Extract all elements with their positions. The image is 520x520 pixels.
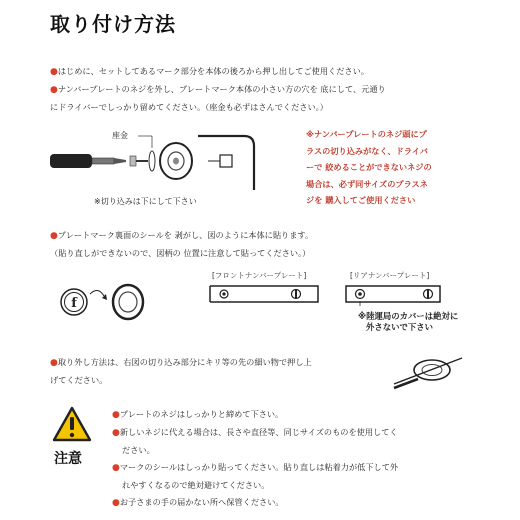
screw bbox=[130, 156, 136, 166]
remove-line-1: ●取り外し方法は、右図の切り込み部分にキリ等の先の細い物で押し上 bbox=[50, 357, 312, 368]
intro-text bbox=[50, 63, 510, 116]
bullet-dot: ● bbox=[50, 358, 58, 368]
caution-title: 注意 bbox=[54, 451, 82, 467]
washer bbox=[149, 151, 155, 171]
caution-item-2-cont: ださい。 bbox=[122, 445, 155, 455]
rear-plate-label: [リアナンバープレート] bbox=[350, 271, 430, 280]
front-plate-label: [フロントナンバープレート] bbox=[212, 271, 307, 280]
bullet-dot: ● bbox=[50, 85, 58, 95]
seal-line-2: （貼り直しができないので、図柄の 位置に注意して貼ってください。） bbox=[50, 248, 311, 258]
page-title: 取り付け方法 bbox=[50, 12, 176, 36]
seal-badge-letter: f bbox=[71, 296, 77, 311]
caution-item-2: ●新しいネジに代える場合は、長さや直径等、同じサイズのものを使用してく bbox=[112, 427, 398, 438]
screwdriver-shaft bbox=[92, 158, 114, 164]
rear-plate-note bbox=[358, 311, 458, 333]
screw-warning-note bbox=[306, 126, 506, 209]
red-note-line-2: ラスの切り込みがなく、ドライバ bbox=[306, 145, 428, 156]
cut-note: ※切り込みは下にして下さい bbox=[94, 197, 197, 206]
warning-triangle-icon bbox=[52, 406, 92, 442]
caution-item-3: ●マークのシールはしっかり貼ってください。貼り直しは粘着力が低下して外 bbox=[112, 462, 399, 473]
seal-attach-diagram bbox=[56, 278, 156, 326]
remove-line-2: げてください。 bbox=[50, 375, 108, 385]
bullet-dot: ● bbox=[112, 410, 120, 420]
caution-list bbox=[112, 406, 512, 512]
seal-arrow bbox=[90, 290, 104, 296]
screwdriver-handle bbox=[50, 154, 92, 168]
red-note-line-5: ジを 購入してご使用ください bbox=[306, 195, 416, 205]
rear-plate-diagram bbox=[344, 282, 444, 306]
front-plate-diagram bbox=[208, 282, 320, 306]
intro-line-1: ●はじめに、セットしてあるマーク部分を本体の後ろから押し出してご使用ください。 bbox=[50, 66, 369, 77]
caution-item-4: ●お子さまの手の届かない所へ保管ください。 bbox=[112, 497, 284, 508]
rear-note-line-2: 外さないで下さい bbox=[366, 322, 433, 332]
red-note-line-3: ーで 絞めることができないネジの bbox=[306, 162, 432, 172]
caution-item-1: ●プレートのネジはしっかりと締めて下さい。 bbox=[112, 409, 284, 420]
remove-text bbox=[50, 354, 390, 389]
intro-line-2: ●ナンバープレートのネジを外し、プレートマーク本体の小さい方の穴を 底にして、元通り bbox=[50, 84, 386, 95]
bullet-dot: ● bbox=[112, 498, 120, 508]
caution-item-3-cont: れやすくなるので絶対避けてください。 bbox=[122, 480, 270, 490]
removal-diagram bbox=[392, 350, 472, 392]
intro-line-3: にドライバーでしっかり留めてください。（座金も必ずはさんでください。） bbox=[50, 102, 328, 112]
bullet-dot: ● bbox=[112, 463, 120, 473]
nut bbox=[220, 155, 232, 167]
red-note-line-1: ※ナンバープレートのネジ頭にプ bbox=[306, 129, 427, 139]
washer-label: 座金 bbox=[112, 131, 128, 140]
bullet-dot: ● bbox=[112, 428, 120, 438]
red-note-line-4: 場合は、必ず同サイズのプラスネ bbox=[306, 178, 428, 189]
seal-text bbox=[50, 227, 510, 262]
rear-note-line-1: ※陸運局のカバーは絶対に bbox=[358, 311, 459, 321]
bullet-dot: ● bbox=[50, 231, 58, 241]
seal-line-1: ●プレートマーク裏面のシールを 剥がし、図のように本体に貼ります。 bbox=[50, 230, 314, 241]
bullet-dot: ● bbox=[50, 67, 58, 77]
